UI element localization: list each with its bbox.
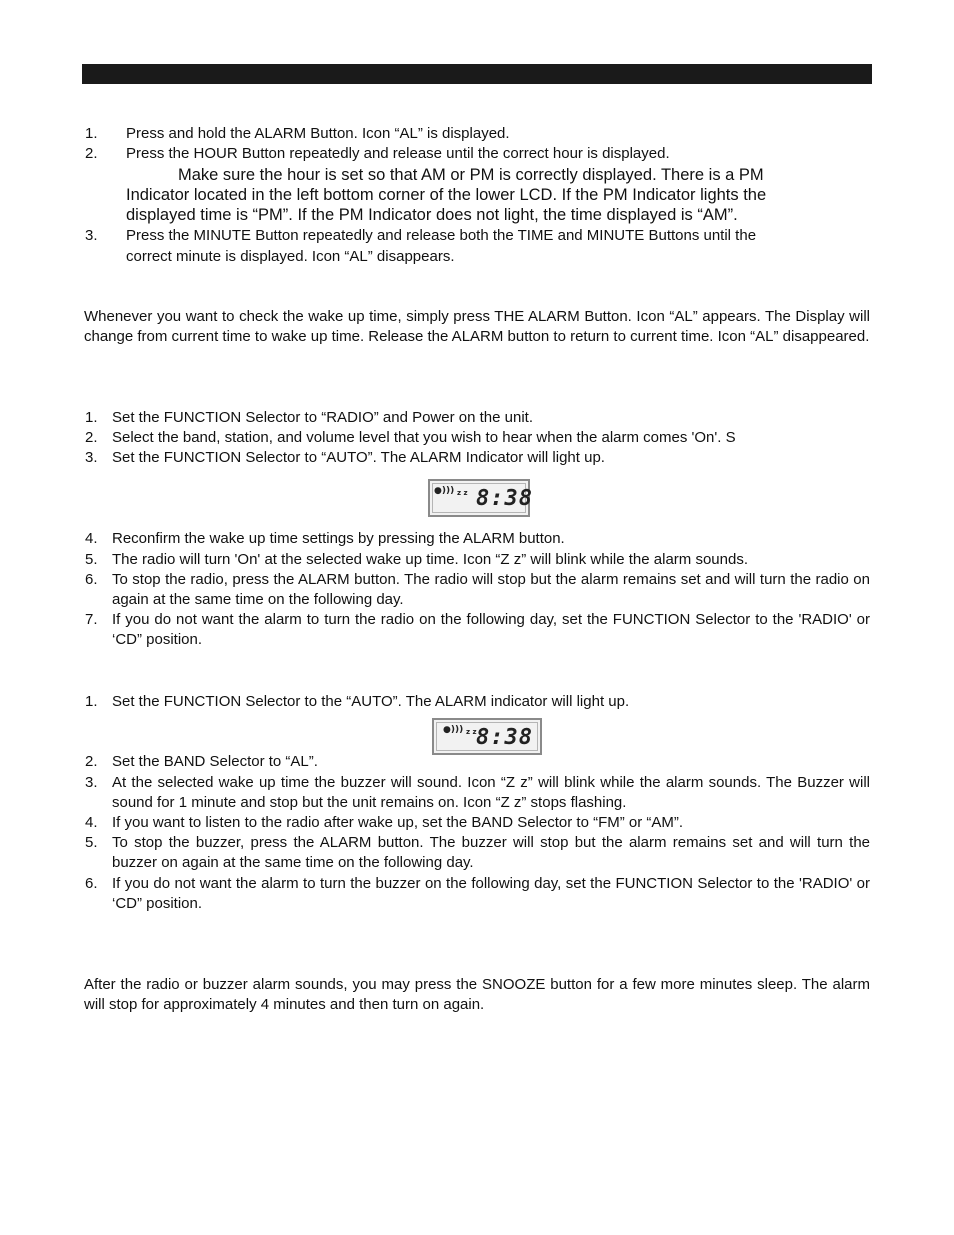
am-pm-note-line: displayed time is “PM”. If the PM Indicator does not light, the time displayed is “AM”. [126, 206, 738, 224]
list-number: 1. [85, 409, 98, 426]
list-number: 2. [85, 753, 98, 770]
lcd-time: 8:38 [476, 486, 533, 511]
list-number: 5. [85, 834, 98, 851]
list-number: 1. [85, 693, 98, 710]
list-item-text: If you do not want the alarm to turn the radio on the following day, set the FUNCTION Selector to the 'RADIO' or ‘CD” position. [112, 611, 870, 648]
list-item-text: If you want to listen to the radio after wake up, set the BAND Selector to “FM” or “AM”. [112, 814, 684, 831]
lcd-display-image [432, 718, 542, 755]
list-item-text: If you do not want the alarm to turn the buzzer on the following day, set the FUNCTION Selector to the 'RADIO' or ‘CD” position. [112, 875, 870, 912]
list-number: 4. [85, 530, 98, 547]
list-number: 4. [85, 814, 98, 831]
list-item-text: Press the HOUR Button repeatedly and release until the correct hour is displayed. [126, 145, 670, 162]
list-number: 7. [85, 611, 98, 628]
list-item-text: To stop the radio, press the ALARM button. The radio will stop but the alarm remains set and will turn the radio on again at the same time on the following day. [112, 571, 870, 608]
list-item-text: Set the BAND Selector to “AL”. [112, 753, 318, 770]
list-item-text: Set the FUNCTION Selector to “AUTO”. The ALARM Indicator will light up. [112, 449, 605, 466]
list-number: 2. [85, 429, 98, 446]
snooze-paragraph: After the radio or buzzer alarm sounds, you may press the SNOOZE button for a few more minutes sleep. The alarm will stop for approximately 4 minutes and then turn on again. [84, 976, 870, 1013]
list-item-text: Set the FUNCTION Selector to “RADIO” and Power on the unit. [112, 409, 533, 426]
section-header-bar [82, 64, 872, 84]
list-item-text: Press and hold the ALARM Button. Icon “AL” is displayed. [126, 125, 510, 142]
am-pm-note-line: Indicator located in the left bottom corner of the lower LCD. If the PM Indicator lights the [126, 186, 767, 204]
list-number: 3. [85, 227, 98, 244]
list-number: 1. [85, 125, 98, 142]
list-item-text: Press the MINUTE Button repeatedly and release both the TIME and MINUTE Buttons until the [126, 227, 757, 244]
list-number: 6. [85, 875, 98, 892]
am-pm-note-line: Make sure the hour is set so that AM or PM is correctly displayed. There is a PM [178, 166, 764, 184]
list-item-text: To stop the buzzer, press the ALARM button. The buzzer will stop but the alarm remains set and will turn the buzzer on again at the same time on the following day. [112, 834, 870, 871]
alarm-signal-icon: ●))) [434, 486, 455, 496]
list-number: 3. [85, 449, 98, 466]
alarm-signal-icon: ●))) [443, 725, 464, 735]
list-item-text: Reconfirm the wake up time settings by pressing the ALARM button. [112, 530, 565, 547]
list-item-text: Select the band, station, and volume level that you wish to hear when the alarm comes 'On'. S [112, 429, 736, 446]
list-item-text: At the selected wake up time the buzzer will sound. Icon “Z z” will blink while the alarm sounds. The Buzzer will sound for 1 minute and stop but the unit remains on. Icon “Z z” stops flashing. [112, 774, 870, 811]
list-number: 6. [85, 571, 98, 588]
snooze-zz-icon: z z [457, 489, 468, 497]
snooze-zz-icon: z z [466, 728, 477, 736]
list-number: 5. [85, 551, 98, 568]
list-item-text: Set the FUNCTION Selector to the “AUTO”. The ALARM indicator will light up. [112, 693, 630, 710]
lcd-display-image [428, 479, 533, 517]
check-wake-time-paragraph: Whenever you want to check the wake up time, simply press THE ALARM Button. Icon “AL” appears. The Display will change from current time to wake up time. Release the ALARM button to return to current time. Icon “AL” disappeared. [84, 308, 870, 345]
list-item-text: correct minute is displayed. Icon “AL” disappears. [126, 248, 455, 265]
list-number: 2. [85, 145, 98, 162]
lcd-time: 8:38 [476, 725, 533, 750]
list-number: 3. [85, 774, 98, 791]
list-item-text: The radio will turn 'On' at the selected wake up time. Icon “Z z” will blink while the alarm sounds. [112, 551, 748, 568]
